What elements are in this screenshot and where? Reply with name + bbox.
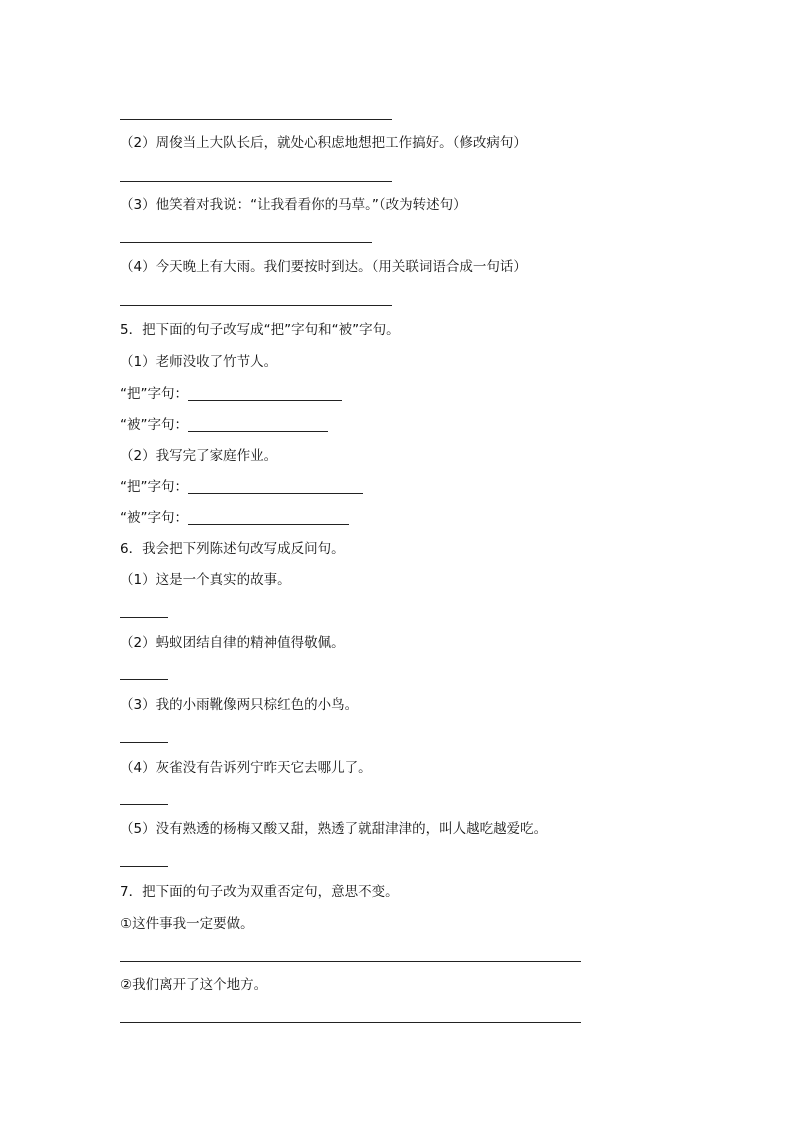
question-6-title: 6．我会把下列陈述句改写成反问句。 (120, 541, 345, 557)
bei-answer-line[interactable] (188, 524, 349, 525)
answer-line[interactable] (120, 804, 168, 805)
q6-item: （1）这是一个真实的故事。 (120, 572, 291, 588)
answer-line[interactable] (120, 1022, 581, 1023)
q5-sentence-1: （1）老师没收了竹节人。 (120, 354, 278, 370)
answer-line[interactable] (120, 961, 581, 962)
q6-item: （2）蚂蚁团结自律的精神值得敬佩。 (120, 635, 345, 651)
ba-sentence-label: “把”字句： (120, 386, 188, 402)
bei-sentence-label: “被”字句： (120, 417, 188, 433)
bei-sentence-label: “被”字句： (120, 510, 188, 526)
answer-line[interactable] (120, 866, 168, 867)
answer-line[interactable] (120, 181, 392, 182)
q6-item: （3）我的小雨靴像两只棕红色的小鸟。 (120, 697, 359, 713)
q6-item: （4）灰雀没有告诉列宁昨天它去哪儿了。 (120, 760, 372, 776)
answer-line[interactable] (120, 305, 392, 306)
answer-line[interactable] (120, 242, 372, 243)
ba-answer-line[interactable] (188, 493, 363, 494)
answer-line[interactable] (120, 119, 392, 120)
q5-sentence-2: （2）我写完了家庭作业。 (120, 448, 278, 464)
q7-item: ①这件事我一定要做。 (120, 916, 254, 932)
answer-line[interactable] (120, 617, 168, 618)
answer-line[interactable] (120, 679, 168, 680)
q4-item-3: （3）他笑着对我说：“让我看看你的马草。”（改为转述句） (120, 197, 467, 213)
q6-item: （5）没有熟透的杨梅又酸又甜，熟透了就甜津津的，叫人越吃越爱吃。 (120, 821, 548, 837)
ba-sentence-label: “把”字句： (120, 479, 188, 495)
q4-item-2: （2）周俊当上大队长后，就处心积虑地想把工作搞好。（修改病句） (120, 135, 527, 151)
question-5-title: 5．把下面的句子改写成“把”字句和“被”字句。 (120, 322, 400, 338)
bei-answer-line[interactable] (188, 431, 328, 432)
answer-line[interactable] (120, 742, 168, 743)
q4-item-4: （4）今天晚上有大雨。我们要按时到达。（用关联词语合成一句话） (120, 259, 527, 275)
ba-answer-line[interactable] (188, 400, 342, 401)
question-7-title: 7．把下面的句子改为双重否定句，意思不变。 (120, 884, 399, 900)
q7-item: ②我们离开了这个地方。 (120, 977, 268, 993)
